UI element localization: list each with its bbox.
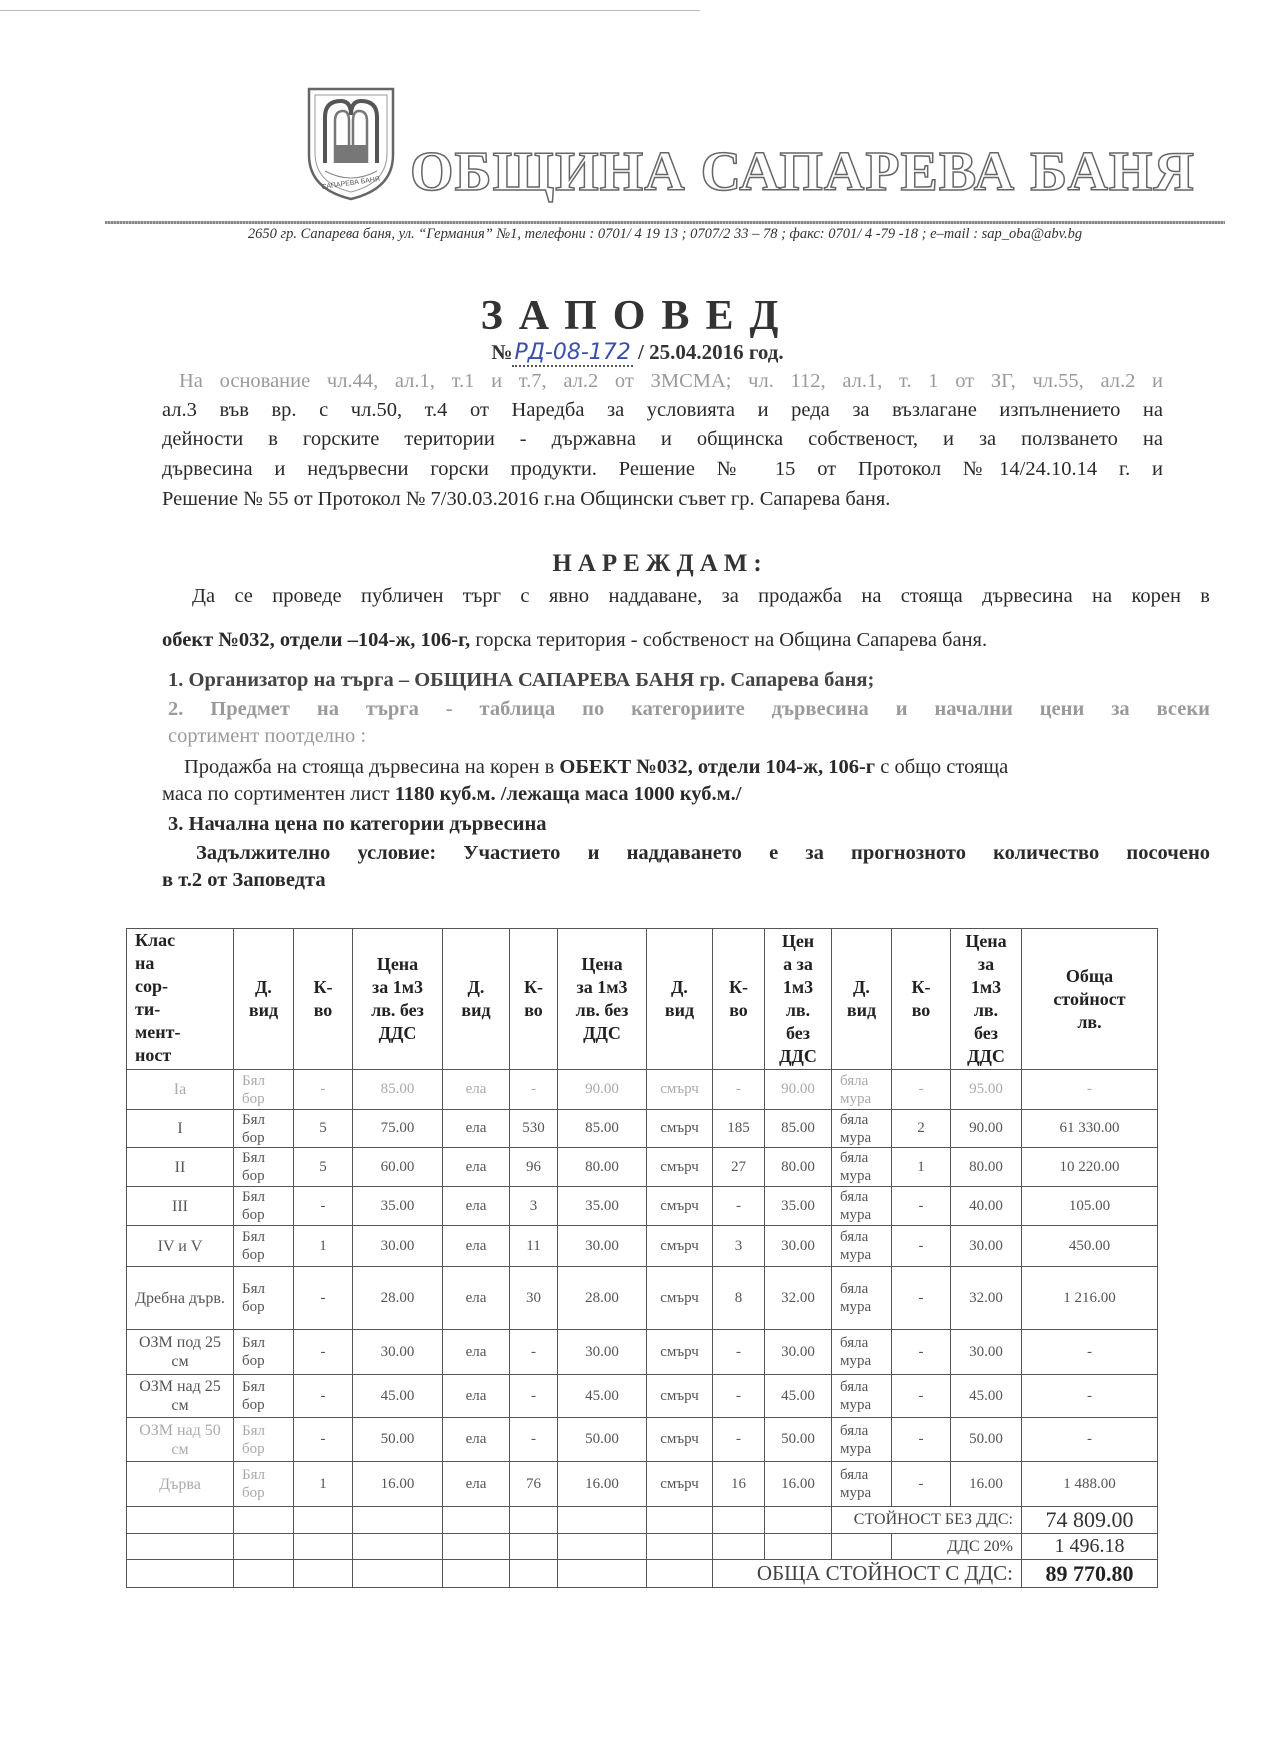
empty-cell: [765, 1534, 832, 1560]
table-cell: смърч: [647, 1462, 713, 1507]
table-cell: -: [294, 1267, 353, 1330]
column-header: Цена за 1м3 лв. без ДДС: [353, 929, 443, 1070]
column-header: К- во: [510, 929, 558, 1070]
empty-cell: [294, 1534, 353, 1560]
table-cell: 185: [713, 1110, 765, 1148]
table-cell: 16.00: [951, 1462, 1022, 1507]
vat-label: ДДС 20%: [892, 1534, 1022, 1560]
table-cell: бяла мура: [832, 1462, 892, 1507]
basis-line-2: ал.3 във вр. с чл.50, т.4 от Наредба за условията и реда за възлагане изпълнението на: [162, 399, 1163, 421]
table-cell: 45.00: [951, 1375, 1022, 1418]
table-cell: ела: [443, 1267, 510, 1330]
table-cell: 45.00: [765, 1375, 832, 1418]
table-cell: 90.00: [558, 1070, 647, 1110]
table-cell: 30.00: [765, 1330, 832, 1375]
table-row: [127, 1187, 1158, 1226]
empty-cell: [558, 1507, 647, 1534]
table-cell: 30.00: [558, 1330, 647, 1375]
table-row: [127, 1070, 1158, 1110]
table-cell: 90.00: [765, 1070, 832, 1110]
table-cell: ела: [443, 1375, 510, 1418]
table-cell: 35.00: [765, 1187, 832, 1226]
table-cell: ела: [443, 1330, 510, 1375]
empty-cell: [127, 1534, 234, 1560]
table-cell: 30.00: [951, 1330, 1022, 1375]
table-cell: 96: [510, 1148, 558, 1187]
table-cell: 50.00: [558, 1418, 647, 1462]
table-cell: смърч: [647, 1226, 713, 1267]
table-cell: -: [294, 1187, 353, 1226]
table-cell: -: [892, 1330, 951, 1375]
basis-line-5: Решение № 55 от Протокол № 7/30.03.2016 г.на Общински съвет гр. Сапарева баня.: [162, 488, 891, 510]
table-cell: -: [294, 1070, 353, 1110]
column-header: Цена за 1м3 лв. без ДДС: [951, 929, 1022, 1070]
table-row: [127, 1375, 1158, 1418]
table-cell: смърч: [647, 1148, 713, 1187]
empty-cell: [127, 1507, 234, 1534]
table-cell: -: [510, 1375, 558, 1418]
empty-cell: [353, 1560, 443, 1588]
table-cell: -: [892, 1267, 951, 1330]
total-value-cell: -: [1022, 1070, 1158, 1110]
table-cell: 5: [294, 1148, 353, 1187]
table-row: [127, 1418, 1158, 1462]
empty-cell: [443, 1507, 510, 1534]
scan-edge-line: [0, 10, 700, 11]
table-cell: -: [294, 1330, 353, 1375]
empty-cell: [765, 1507, 832, 1534]
empty-cell: [443, 1534, 510, 1560]
net-total-value: 74 809.00: [1022, 1507, 1158, 1534]
column-header: Клас на сор- ти- мент- ност: [127, 929, 234, 1070]
table-cell: бяла мура: [832, 1418, 892, 1462]
empty-cell: [558, 1560, 647, 1588]
column-header: К- во: [713, 929, 765, 1070]
empty-cell: [713, 1507, 765, 1534]
table-cell: 90.00: [951, 1110, 1022, 1148]
empty-cell: [234, 1507, 294, 1534]
basis-line-4: дървесина и недървесни горски продукти. Решение № 15 от Протокол №14/24.10.14 г. и: [162, 458, 1163, 480]
table-cell: Бял бор: [234, 1226, 294, 1267]
table-cell: 50.00: [765, 1418, 832, 1462]
table-cell: -: [892, 1375, 951, 1418]
table-cell: -: [713, 1418, 765, 1462]
item-2-subject-cont: сортимент поотделно :: [168, 725, 367, 747]
table-cell: -: [713, 1187, 765, 1226]
table-cell: ела: [443, 1226, 510, 1267]
table-cell: бяла мура: [832, 1148, 892, 1187]
table-cell: -: [510, 1330, 558, 1375]
grade-cell: I: [127, 1110, 234, 1148]
table-cell: ела: [443, 1110, 510, 1148]
table-cell: 1: [892, 1148, 951, 1187]
table-cell: бяла мура: [832, 1226, 892, 1267]
table-cell: 95.00: [951, 1070, 1022, 1110]
table-cell: -: [510, 1070, 558, 1110]
object-reference: обект №032, отдели –104-ж, 106-г,: [162, 629, 471, 651]
empty-cell: [510, 1560, 558, 1588]
grade-cell: Ia: [127, 1070, 234, 1110]
table-row: [127, 1148, 1158, 1187]
document-title: ЗАПОВЕД: [480, 293, 795, 339]
table-cell: 80.00: [558, 1148, 647, 1187]
grade-cell: ОЗМ над 50 см: [127, 1418, 234, 1462]
table-cell: бяла мура: [832, 1330, 892, 1375]
empty-cell: [713, 1534, 765, 1560]
table-cell: 40.00: [951, 1187, 1022, 1226]
total-value-cell: -: [1022, 1330, 1158, 1375]
column-header: Цена за 1м3 лв. без ДДС: [558, 929, 647, 1070]
table-cell: бяла мура: [832, 1110, 892, 1148]
table-cell: Бял бор: [234, 1375, 294, 1418]
total-value-cell: -: [1022, 1375, 1158, 1418]
order-heading: НАРЕЖДАМ:: [552, 550, 768, 577]
grade-cell: ОЗМ над 25 см: [127, 1375, 234, 1418]
table-cell: -: [713, 1375, 765, 1418]
empty-cell: [647, 1560, 713, 1588]
empty-cell: [234, 1560, 294, 1588]
net-total-label: СТОЙНОСТ БЕЗ ДДС:: [832, 1507, 1022, 1534]
table-cell: 35.00: [353, 1187, 443, 1226]
table-cell: 2: [892, 1110, 951, 1148]
condition-line-1: Задължително условие: Участието и наддаването е за прогнозното количество посочено: [196, 842, 1210, 864]
table-cell: Бял бор: [234, 1070, 294, 1110]
table-cell: -: [892, 1418, 951, 1462]
intro-line-2: [162, 626, 987, 654]
table-cell: смърч: [647, 1375, 713, 1418]
column-header: К- во: [294, 929, 353, 1070]
empty-cell: [510, 1507, 558, 1534]
table-cell: 50.00: [951, 1418, 1022, 1462]
table-cell: 1: [294, 1462, 353, 1507]
table-cell: Бял бор: [234, 1187, 294, 1226]
sale-text-end: с общо стояща: [875, 756, 1009, 778]
table-cell: 30.00: [765, 1226, 832, 1267]
table-cell: 35.00: [558, 1187, 647, 1226]
table-cell: 45.00: [558, 1375, 647, 1418]
table-cell: бяла мура: [832, 1187, 892, 1226]
empty-cell: [294, 1507, 353, 1534]
column-header: К- во: [892, 929, 951, 1070]
table-cell: смърч: [647, 1110, 713, 1148]
table-cell: Бял бор: [234, 1462, 294, 1507]
item-2-subject: 2. Предмет на търга - таблица по категориите дървесина и начални цени за всеки: [168, 698, 1210, 720]
table-cell: 30.00: [353, 1226, 443, 1267]
table-cell: 32.00: [951, 1267, 1022, 1330]
table-row: [127, 1226, 1158, 1267]
condition-line-2: в т.2 от Заповедта: [162, 869, 326, 891]
basis-line-3: дейности в горските територии - държавна и общинска собственост, и за ползването на: [162, 428, 1163, 450]
table-cell: 28.00: [353, 1267, 443, 1330]
gross-total-label: ОБЩА СТОЙНОСТ С ДДС:: [713, 1560, 1022, 1588]
number-prefix: №: [491, 340, 513, 364]
table-cell: -: [892, 1187, 951, 1226]
table-cell: бяла мура: [832, 1375, 892, 1418]
table-cell: 80.00: [951, 1148, 1022, 1187]
grade-cell: II: [127, 1148, 234, 1187]
municipality-name: ОБЩИНА САПАРЕВА БАНЯ: [410, 141, 1195, 203]
table-cell: 8: [713, 1267, 765, 1330]
table-row: [127, 1267, 1158, 1330]
table-cell: Бял бор: [234, 1148, 294, 1187]
grade-cell: Дребна дърв.: [127, 1267, 234, 1330]
sale-volume: 1180 куб.м. /лежаща маса 1000 куб.м./: [394, 783, 742, 805]
table-cell: 50.00: [353, 1418, 443, 1462]
handwritten-number: РД-08-172: [514, 340, 631, 365]
empty-cell: [353, 1534, 443, 1560]
sale-mass-text: маса по сортиментен лист: [162, 783, 395, 805]
empty-cell: [127, 1560, 234, 1588]
table-cell: 60.00: [353, 1148, 443, 1187]
table-row: [127, 1330, 1158, 1375]
empty-cell: [353, 1507, 443, 1534]
table-cell: 85.00: [765, 1110, 832, 1148]
table-cell: -: [892, 1070, 951, 1110]
total-value-cell: 61 330.00: [1022, 1110, 1158, 1148]
table-cell: 28.00: [558, 1267, 647, 1330]
table-cell: -: [892, 1226, 951, 1267]
vat-row: [127, 1534, 1158, 1560]
total-value-cell: 450.00: [1022, 1226, 1158, 1267]
basis-line-1: На основание чл.44, ал.1, т.1 и т.7, ал.2 от ЗМСМА; чл. 112, ал.1, т. 1 от ЗГ, чл.55, ал.2 и: [179, 370, 1163, 392]
table-cell: 85.00: [353, 1070, 443, 1110]
sale-object: ОБЕКТ №032, отдели 104-ж, 106-г: [559, 756, 876, 778]
table-cell: Бял бор: [234, 1418, 294, 1462]
empty-cell: [647, 1534, 713, 1560]
gross-total-value: 89 770.80: [1022, 1560, 1158, 1588]
table-cell: ела: [443, 1187, 510, 1226]
table-cell: Бял бор: [234, 1110, 294, 1148]
table-cell: 30.00: [353, 1330, 443, 1375]
table-cell: ела: [443, 1148, 510, 1187]
gross-total-row: [127, 1560, 1158, 1588]
table-cell: 30.00: [951, 1226, 1022, 1267]
grade-cell: ОЗМ под 25 см: [127, 1330, 234, 1375]
sale-text: Продажба на стояща дървесина на корен в: [184, 756, 560, 778]
net-total-row: [127, 1507, 1158, 1534]
table-cell: 1: [294, 1226, 353, 1267]
municipality-coat-of-arms-logo: [305, 85, 397, 203]
table-cell: 530: [510, 1110, 558, 1148]
empty-cell: [443, 1560, 510, 1588]
column-header: Цен а за 1м3 лв. без ДДС: [765, 929, 832, 1070]
table-cell: -: [510, 1418, 558, 1462]
table-cell: Бял бор: [234, 1330, 294, 1375]
table-cell: 85.00: [558, 1110, 647, 1148]
document-number-line: [0, 340, 1275, 365]
svg-text:САПАРЕВА БАНЯ: САПАРЕВА БАНЯ: [321, 175, 381, 192]
intro-line-2-rest: горска територия - собственост на Община Сапарева баня.: [470, 629, 988, 651]
table-cell: -: [713, 1330, 765, 1375]
table-cell: ела: [443, 1418, 510, 1462]
table-cell: смърч: [647, 1267, 713, 1330]
total-value-cell: -: [1022, 1418, 1158, 1462]
table-cell: 3: [510, 1187, 558, 1226]
table-cell: 5: [294, 1110, 353, 1148]
table-cell: Бял бор: [234, 1267, 294, 1330]
table-row: [127, 1110, 1158, 1148]
table-header-row: [127, 929, 1158, 1070]
column-header: Д. вид: [234, 929, 294, 1070]
table-cell: 76: [510, 1462, 558, 1507]
column-header: Обща стойност лв.: [1022, 929, 1158, 1070]
table-cell: -: [713, 1070, 765, 1110]
table-cell: 11: [510, 1226, 558, 1267]
table-cell: -: [294, 1418, 353, 1462]
grade-cell: Дърва: [127, 1462, 234, 1507]
empty-cell: [294, 1560, 353, 1588]
empty-cell: [647, 1507, 713, 1534]
item-3-start-price: 3. Начална цена по категории дървесина: [168, 813, 547, 835]
total-value-cell: 105.00: [1022, 1187, 1158, 1226]
column-header: Д. вид: [832, 929, 892, 1070]
item-1-organizer: 1. Организатор на търга – ОБЩИНА САПАРЕВА БАНЯ гр. Сапарева баня;: [168, 669, 875, 691]
grade-cell: III: [127, 1187, 234, 1226]
column-header: Д. вид: [647, 929, 713, 1070]
sale-line-2: [162, 780, 741, 808]
table-cell: 16.00: [558, 1462, 647, 1507]
table-cell: 16: [713, 1462, 765, 1507]
sale-line-1: [184, 753, 1008, 781]
empty-cell: [510, 1534, 558, 1560]
table-cell: 80.00: [765, 1148, 832, 1187]
vat-value: 1 496.18: [1022, 1534, 1158, 1560]
total-value-cell: 1 488.00: [1022, 1462, 1158, 1507]
table-cell: 30.00: [558, 1226, 647, 1267]
empty-cell: [832, 1534, 892, 1560]
table-cell: ела: [443, 1070, 510, 1110]
municipality-address: 2650 гр. Сапарева баня, ул. “Германия” №1, телефони : 0701/ 4 19 13 ; 0707/2 33 – 78 ; факс: 0701/ 4 -79 -18 ; e–mail : sap_oba@abv.bg: [247, 226, 1083, 242]
table-cell: 32.00: [765, 1267, 832, 1330]
price-table: [126, 928, 1158, 1588]
table-cell: 30: [510, 1267, 558, 1330]
empty-cell: [234, 1534, 294, 1560]
table-cell: -: [294, 1375, 353, 1418]
table-cell: 16.00: [353, 1462, 443, 1507]
table-cell: смърч: [647, 1330, 713, 1375]
empty-cell: [558, 1534, 647, 1560]
table-cell: 75.00: [353, 1110, 443, 1148]
table-cell: смърч: [647, 1187, 713, 1226]
table-cell: 45.00: [353, 1375, 443, 1418]
total-value-cell: 10 220.00: [1022, 1148, 1158, 1187]
grade-cell: IV и V: [127, 1226, 234, 1267]
table-cell: ела: [443, 1462, 510, 1507]
intro-line-1: Да се проведе публичен търг с явно наддаване, за продажба на стояща дървесина на корен в: [192, 585, 1210, 607]
document-date: / 25.04.2016 год.: [632, 340, 784, 364]
table-cell: смърч: [647, 1418, 713, 1462]
table-cell: 27: [713, 1148, 765, 1187]
table-cell: бяла мура: [832, 1267, 892, 1330]
table-cell: смърч: [647, 1070, 713, 1110]
table-cell: 16.00: [765, 1462, 832, 1507]
table-cell: 3: [713, 1226, 765, 1267]
header-divider: [105, 221, 1225, 224]
table-row: [127, 1462, 1158, 1507]
total-value-cell: 1 216.00: [1022, 1267, 1158, 1330]
table-cell: бяла мура: [832, 1070, 892, 1110]
column-header: Д. вид: [443, 929, 510, 1070]
table-cell: -: [892, 1462, 951, 1507]
